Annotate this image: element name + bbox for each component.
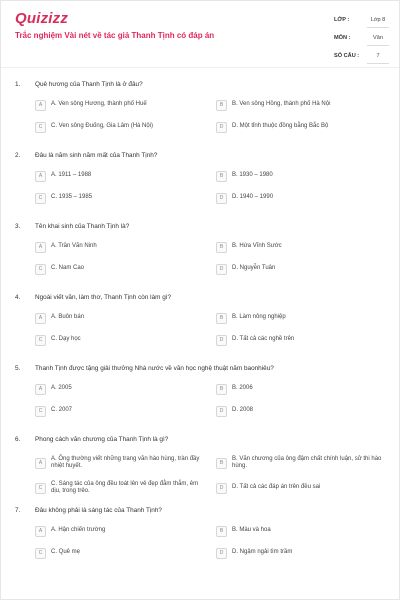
meta-question-count [331, 49, 389, 67]
option-text: B. 2006 [232, 385, 253, 392]
question-3 [1, 218, 400, 289]
option-letter-box: A [35, 313, 46, 324]
option-text: D. 1940 – 1990 [232, 194, 274, 201]
option-letter-box: A [35, 171, 46, 182]
option-letter-box: A [35, 384, 46, 395]
option-letter-box: C [35, 193, 46, 204]
option-letter-box: C [35, 406, 46, 417]
question-stem: Ngoài viết văn, làm thơ, Thanh Tịnh còn làm gì? [35, 294, 172, 301]
quizizz-logo: Quizizz [15, 10, 69, 27]
option-letter-box: D [216, 335, 227, 346]
meta-question-count-label: SỐ CÂU : [334, 53, 360, 59]
option-letter-box: C [35, 483, 46, 494]
option-b[interactable] [216, 381, 391, 397]
option-text: B. Văn chương của ông đậm chất chính luận, sử thi hào hùng. [232, 455, 382, 469]
question-6 [1, 431, 400, 502]
option-d[interactable] [216, 261, 391, 277]
question-stem: Phong cách văn chương của Thanh Tịnh là gì? [35, 436, 169, 443]
option-text: D. Ngậm ngải tìm trầm [232, 549, 293, 556]
option-text: C. 1935 – 1985 [51, 194, 93, 201]
question-1 [1, 76, 400, 147]
option-letter-box: A [35, 242, 46, 253]
option-a[interactable] [35, 239, 205, 255]
option-b[interactable] [216, 523, 391, 539]
question-stem: Tên khai sinh của Thanh Tịnh là? [35, 223, 130, 230]
option-letter-box: D [216, 122, 227, 133]
option-d[interactable] [216, 332, 391, 348]
option-c[interactable] [35, 190, 205, 206]
option-text: D. Nguyễn Tuân [232, 265, 276, 272]
option-letter-box: B [216, 171, 227, 182]
meta-grade-value: Lớp 8 [370, 17, 386, 23]
option-c[interactable] [35, 261, 205, 277]
option-text: A. Buôn bán [51, 314, 85, 321]
question-number: 4. [15, 294, 21, 301]
question-stem: Quê hương của Thanh Tịnh là ở đâu? [35, 81, 143, 88]
option-text: B. 1930 – 1980 [232, 172, 273, 179]
worksheet-title: Trắc nghiệm Vài nét về tác giả Thanh Tịnh có đáp án [15, 31, 215, 40]
question-number: 5. [15, 365, 21, 372]
option-d[interactable] [216, 403, 391, 419]
meta-subject-label: MÔN : [334, 35, 351, 41]
option-letter-box: B [216, 384, 227, 395]
question-number: 7. [15, 507, 21, 514]
option-text: A. 2005 [51, 385, 72, 392]
option-c[interactable] [35, 332, 205, 348]
option-text: D. Tất cả các nghề trên [232, 336, 295, 343]
question-number: 1. [15, 81, 21, 88]
question-stem: Đâu là năm sinh năm mất của Thanh Tịnh? [35, 152, 158, 159]
option-text: C. 2007 [51, 407, 73, 414]
option-text: C. Ven sông Đuống, Gia Lâm (Hà Nội) [51, 123, 154, 130]
option-letter-box: A [35, 526, 46, 537]
question-number: 6. [15, 436, 21, 443]
meta-subject-value: Văn [373, 35, 383, 41]
option-a[interactable] [35, 310, 205, 326]
option-text: B. Hứa Vĩnh Sước [232, 243, 282, 250]
question-stem: Thanh Tịnh được tặng giải thưởng Nhà nước về văn học nghệ thuật năm baonhiêu? [35, 365, 274, 372]
question-number: 3. [15, 223, 21, 230]
option-c[interactable] [35, 477, 205, 499]
option-b[interactable] [216, 310, 391, 326]
option-b[interactable] [216, 168, 391, 184]
option-letter-box: B [216, 100, 227, 111]
option-a[interactable] [35, 452, 205, 474]
option-d[interactable] [216, 190, 391, 206]
question-stem: Đâu không phải là sáng tác của Thanh Tịnh? [35, 507, 162, 514]
option-letter-box: D [216, 548, 227, 559]
option-d[interactable] [216, 545, 391, 561]
worksheet-meta [331, 13, 389, 67]
option-text: B. Làm nông nghiệp [232, 314, 286, 321]
meta-question-count-value: 7 [376, 53, 380, 59]
option-a[interactable] [35, 168, 205, 184]
option-c[interactable] [35, 403, 205, 419]
meta-subject [331, 31, 389, 49]
option-letter-box: D [216, 193, 227, 204]
option-letter-box: D [216, 483, 227, 494]
option-text: D. Tất cả các đáp án trên đều sai [232, 484, 321, 491]
header-divider [1, 67, 399, 68]
option-letter-box: D [216, 406, 227, 417]
option-b[interactable] [216, 97, 391, 113]
option-a[interactable] [35, 97, 205, 113]
option-text: A. Ven sông Hương, thành phố Huế [51, 101, 147, 108]
option-c[interactable] [35, 545, 205, 561]
option-letter-box: B [216, 526, 227, 537]
option-b[interactable] [216, 239, 391, 255]
question-2 [1, 147, 400, 218]
option-text: C. Quê mẹ [51, 549, 81, 556]
option-letter-box: C [35, 335, 46, 346]
option-b[interactable] [216, 452, 391, 474]
option-text: B. Màu và hoa [232, 527, 271, 534]
option-a[interactable] [35, 381, 205, 397]
option-d[interactable] [216, 477, 391, 499]
option-text: C. Nam Cao [51, 265, 85, 272]
option-text: D. 2008 [232, 407, 254, 414]
question-list [1, 76, 400, 573]
question-number: 2. [15, 152, 21, 159]
option-letter-box: B [216, 313, 227, 324]
meta-grade-label: LỚP : [334, 17, 350, 23]
option-letter-box: C [35, 548, 46, 559]
option-a[interactable] [35, 523, 205, 539]
question-5 [1, 360, 400, 431]
question-4 [1, 289, 400, 360]
option-text: C. Sáng tác của ông đều toát lên vẻ đẹp đằm thắm, êm dịu, trong trẻo. [51, 480, 199, 494]
option-letter-box: A [35, 100, 46, 111]
option-text: C. Dạy học [51, 336, 81, 343]
option-text: A. Trần Văn Ninh [51, 243, 97, 250]
option-c[interactable] [35, 119, 205, 135]
option-text: A. 1911 – 1988 [51, 172, 92, 179]
option-d[interactable] [216, 119, 391, 135]
option-letter-box: B [216, 242, 227, 253]
option-letter-box: A [35, 458, 46, 469]
worksheet-header [1, 1, 399, 67]
option-text: D. Một tỉnh thuộc đồng bằng Bắc Bộ [232, 123, 329, 130]
option-text: B. Ven sông Hồng, thành phố Hà Nội [232, 101, 331, 108]
option-text: A. Ông thường viết những trang văn hào hùng, tràn đầy nhiệt huyết. [51, 455, 200, 469]
option-letter-box: C [35, 264, 46, 275]
meta-grade [331, 13, 389, 31]
option-letter-box: D [216, 264, 227, 275]
option-letter-box: C [35, 122, 46, 133]
option-letter-box: B [216, 458, 227, 469]
option-text: A. Hận chiến trường [51, 527, 106, 534]
question-7 [1, 502, 400, 573]
